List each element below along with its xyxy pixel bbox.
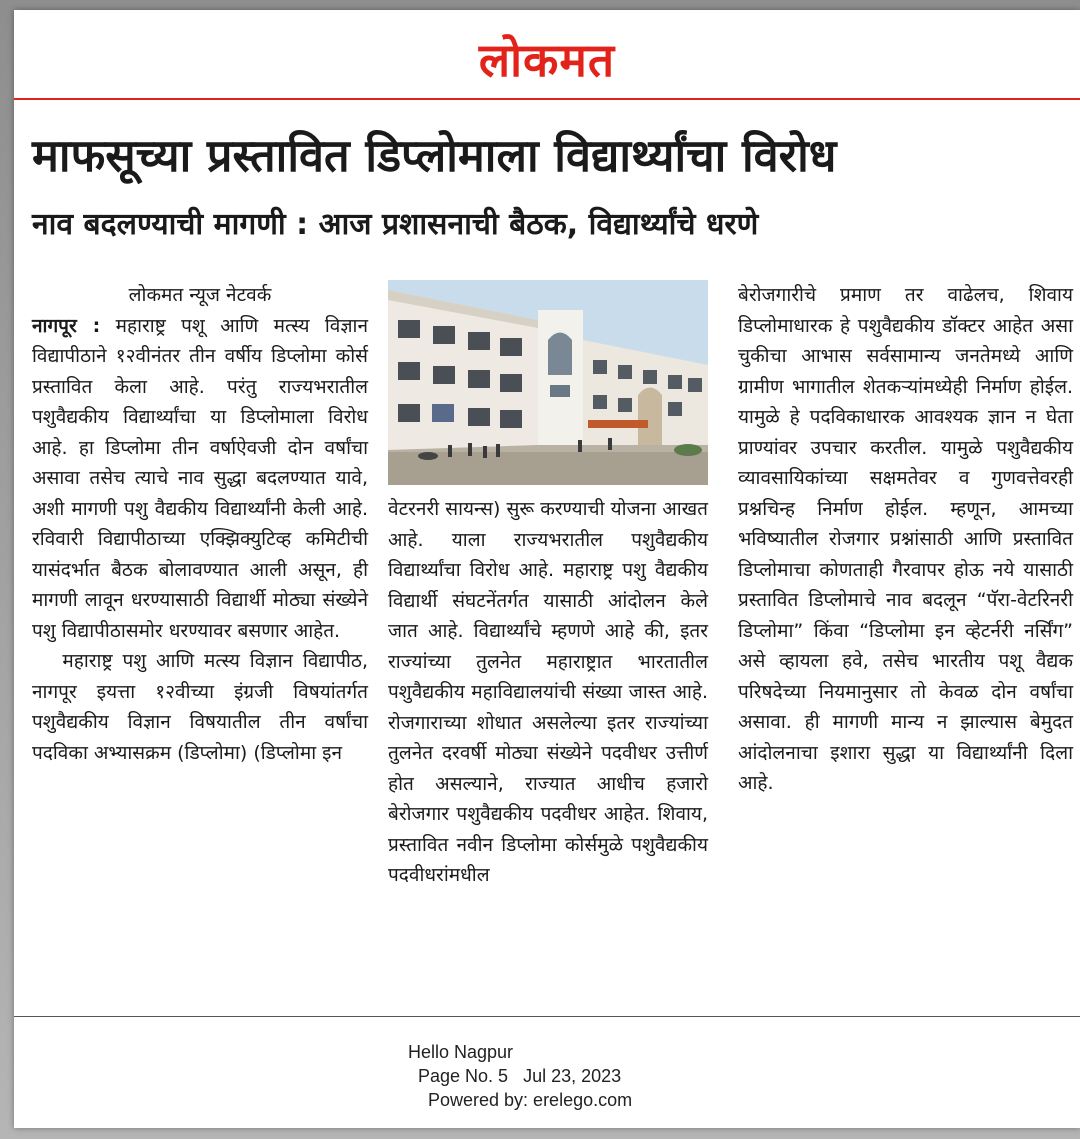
dateline: नागपूर :	[32, 314, 101, 337]
article-paragraph: बेरोजगारीचे प्रमाण तर वाढेलच, शिवाय डिप्लोमाधारक हे पशुवैद्यकीय डॉक्टर आहेत असा चुकीचा आभास सर्वसामान्य जनतेमध्ये आणि ग्रामीण भागातील शेतकऱ्यांमध्येही निर्माण होईल. यामुळे हे पदविकाधारक आवश्यक ज्ञान न घेता प्राण्यांवर उपचार करतील. यामुळे पशुवैद्यकीय व्यावसायिकांच्या सक्षमतेवर व गुणवत्तेवरही प्रश्नचिन्ह निर्माण होईल. म्हणून, आमच्या भविष्यातील रोजगार प्रश्नांसाठी आणि प्रस्तावित डिप्लोमाचा कोणताही गैरवापर होऊ नये यासाठी प्रस्तावित डिप्लोमाचे नाव बदलून “पॅरा-वेटरिनरी डिप्लोमा” किंवा “डिप्लोमा इन व्हेटर्नरी नर्सिंग” असे व्हायला हवे, तसेच भारतीय पशू वैद्यक परिषदेच्या नियमानुसार तो केवळ दोन वर्षांचा असावा. ही मागणी मान्य न झाल्यास बेमुदत आंदोलनाचा इशारा सुद्धा या विद्यार्थ्यांनी दिला आहे.	[738, 284, 1073, 794]
masthead-logo: लोकमत	[478, 33, 616, 87]
masthead-divider	[14, 98, 1080, 100]
page-and-date: Page No. 5 Jul 23, 2023	[418, 1066, 622, 1086]
footer-divider	[14, 1016, 1080, 1017]
footer	[394, 1040, 714, 1112]
subheadline: नाव बदलण्याची मागणी : आज प्रशासनाची बैठक, विद्यार्थ्यांचे धरणे	[32, 207, 759, 242]
article-column-2	[388, 494, 708, 891]
article-column-3	[738, 280, 1073, 799]
powered-by-link[interactable]: Powered by: erelego.com	[428, 1090, 633, 1110]
article-paragraph: महाराष्ट्र पशु आणि मत्स्य विज्ञान विद्यापीठ, नागपूर इयत्ता १२वीच्या इंग्रजी विषयांतर्गत पशुवैद्यकीय विज्ञान विषयातील तीन वर्षांचा पदविका अभ्यासक्रम (डिप्लोमा) (डिप्लोमा इन	[32, 650, 368, 764]
article-text: महाराष्ट्र पशू आणि मत्स्य विज्ञान विद्यापीठाने १२वीनंतर तीन वर्षीय डिप्लोमा कोर्स प्रस्तावित केला आहे. परंतु राज्यभरातील पशुवैद्यकीय विद्यार्थ्यांचा या डिप्लोमाला विरोध आहे. हा डिप्लोमा तीन वर्षाऐवजी दोन वर्षांचा असावा तसेच त्याचे नाव सुद्धा बदलण्यात यावे, अशी मागणी पशु वैद्यकीय विद्यार्थ्यांनी केली आहे. रविवारी विद्यापीठाच्या एक्झिक्युटिव्ह कमिटीची यासंदर्भात बैठक बोलावण्यात आली असून, ही मागणी लावून धरण्यासाठी विद्यार्थी मोठ्या संख्येने पशु विद्यापीठासमोर धरण्यावर बसणार आहेत.	[32, 314, 368, 642]
headline: माफसूच्या प्रस्तावित डिप्लोमाला विद्यार्थ्यांचा विरोध	[32, 129, 837, 182]
article-photo	[388, 280, 708, 485]
building-photo-illustration	[388, 280, 708, 485]
article-paragraph: वेटरनरी सायन्स) सुरू करण्याची योजना आखत आहे. याला राज्यभरातील पशुवैद्यकीय विद्यार्थ्यांचा विरोध आहे. महाराष्ट्र पशु वैद्यकीय विद्यार्थी संघटनेंतर्गत यासाठी आंदोलन केले जात आहे. विद्यार्थ्यांचे म्हणणे आहे की, इतर राज्यांच्या तुलनेत महाराष्ट्रात भारतातील पशुवैद्यकीय महाविद्यालयांची संख्या जास्त आहे. रोजगाराच्या शोधात असलेल्या इतर राज्यांच्या तुलनेत दरवर्षी मोठ्या संख्येने पदवीधर उत्तीर्ण होत असल्याने, राज्यात आधीच हजारो बेरोजगार पशुवैद्यकीय पदवीधर आहेत. शिवाय, प्रस्तावित नवीन डिप्लोमा कोर्समुळे पशुवैद्यकीय पदवीधरांमधील	[388, 498, 708, 886]
byline: लोकमत न्यूज नेटवर्क	[128, 284, 272, 306]
edition-name: Hello Nagpur	[408, 1042, 514, 1062]
article-paragraph	[32, 311, 368, 647]
article-column-1	[32, 280, 368, 768]
newspaper-clipping	[14, 10, 1080, 1128]
